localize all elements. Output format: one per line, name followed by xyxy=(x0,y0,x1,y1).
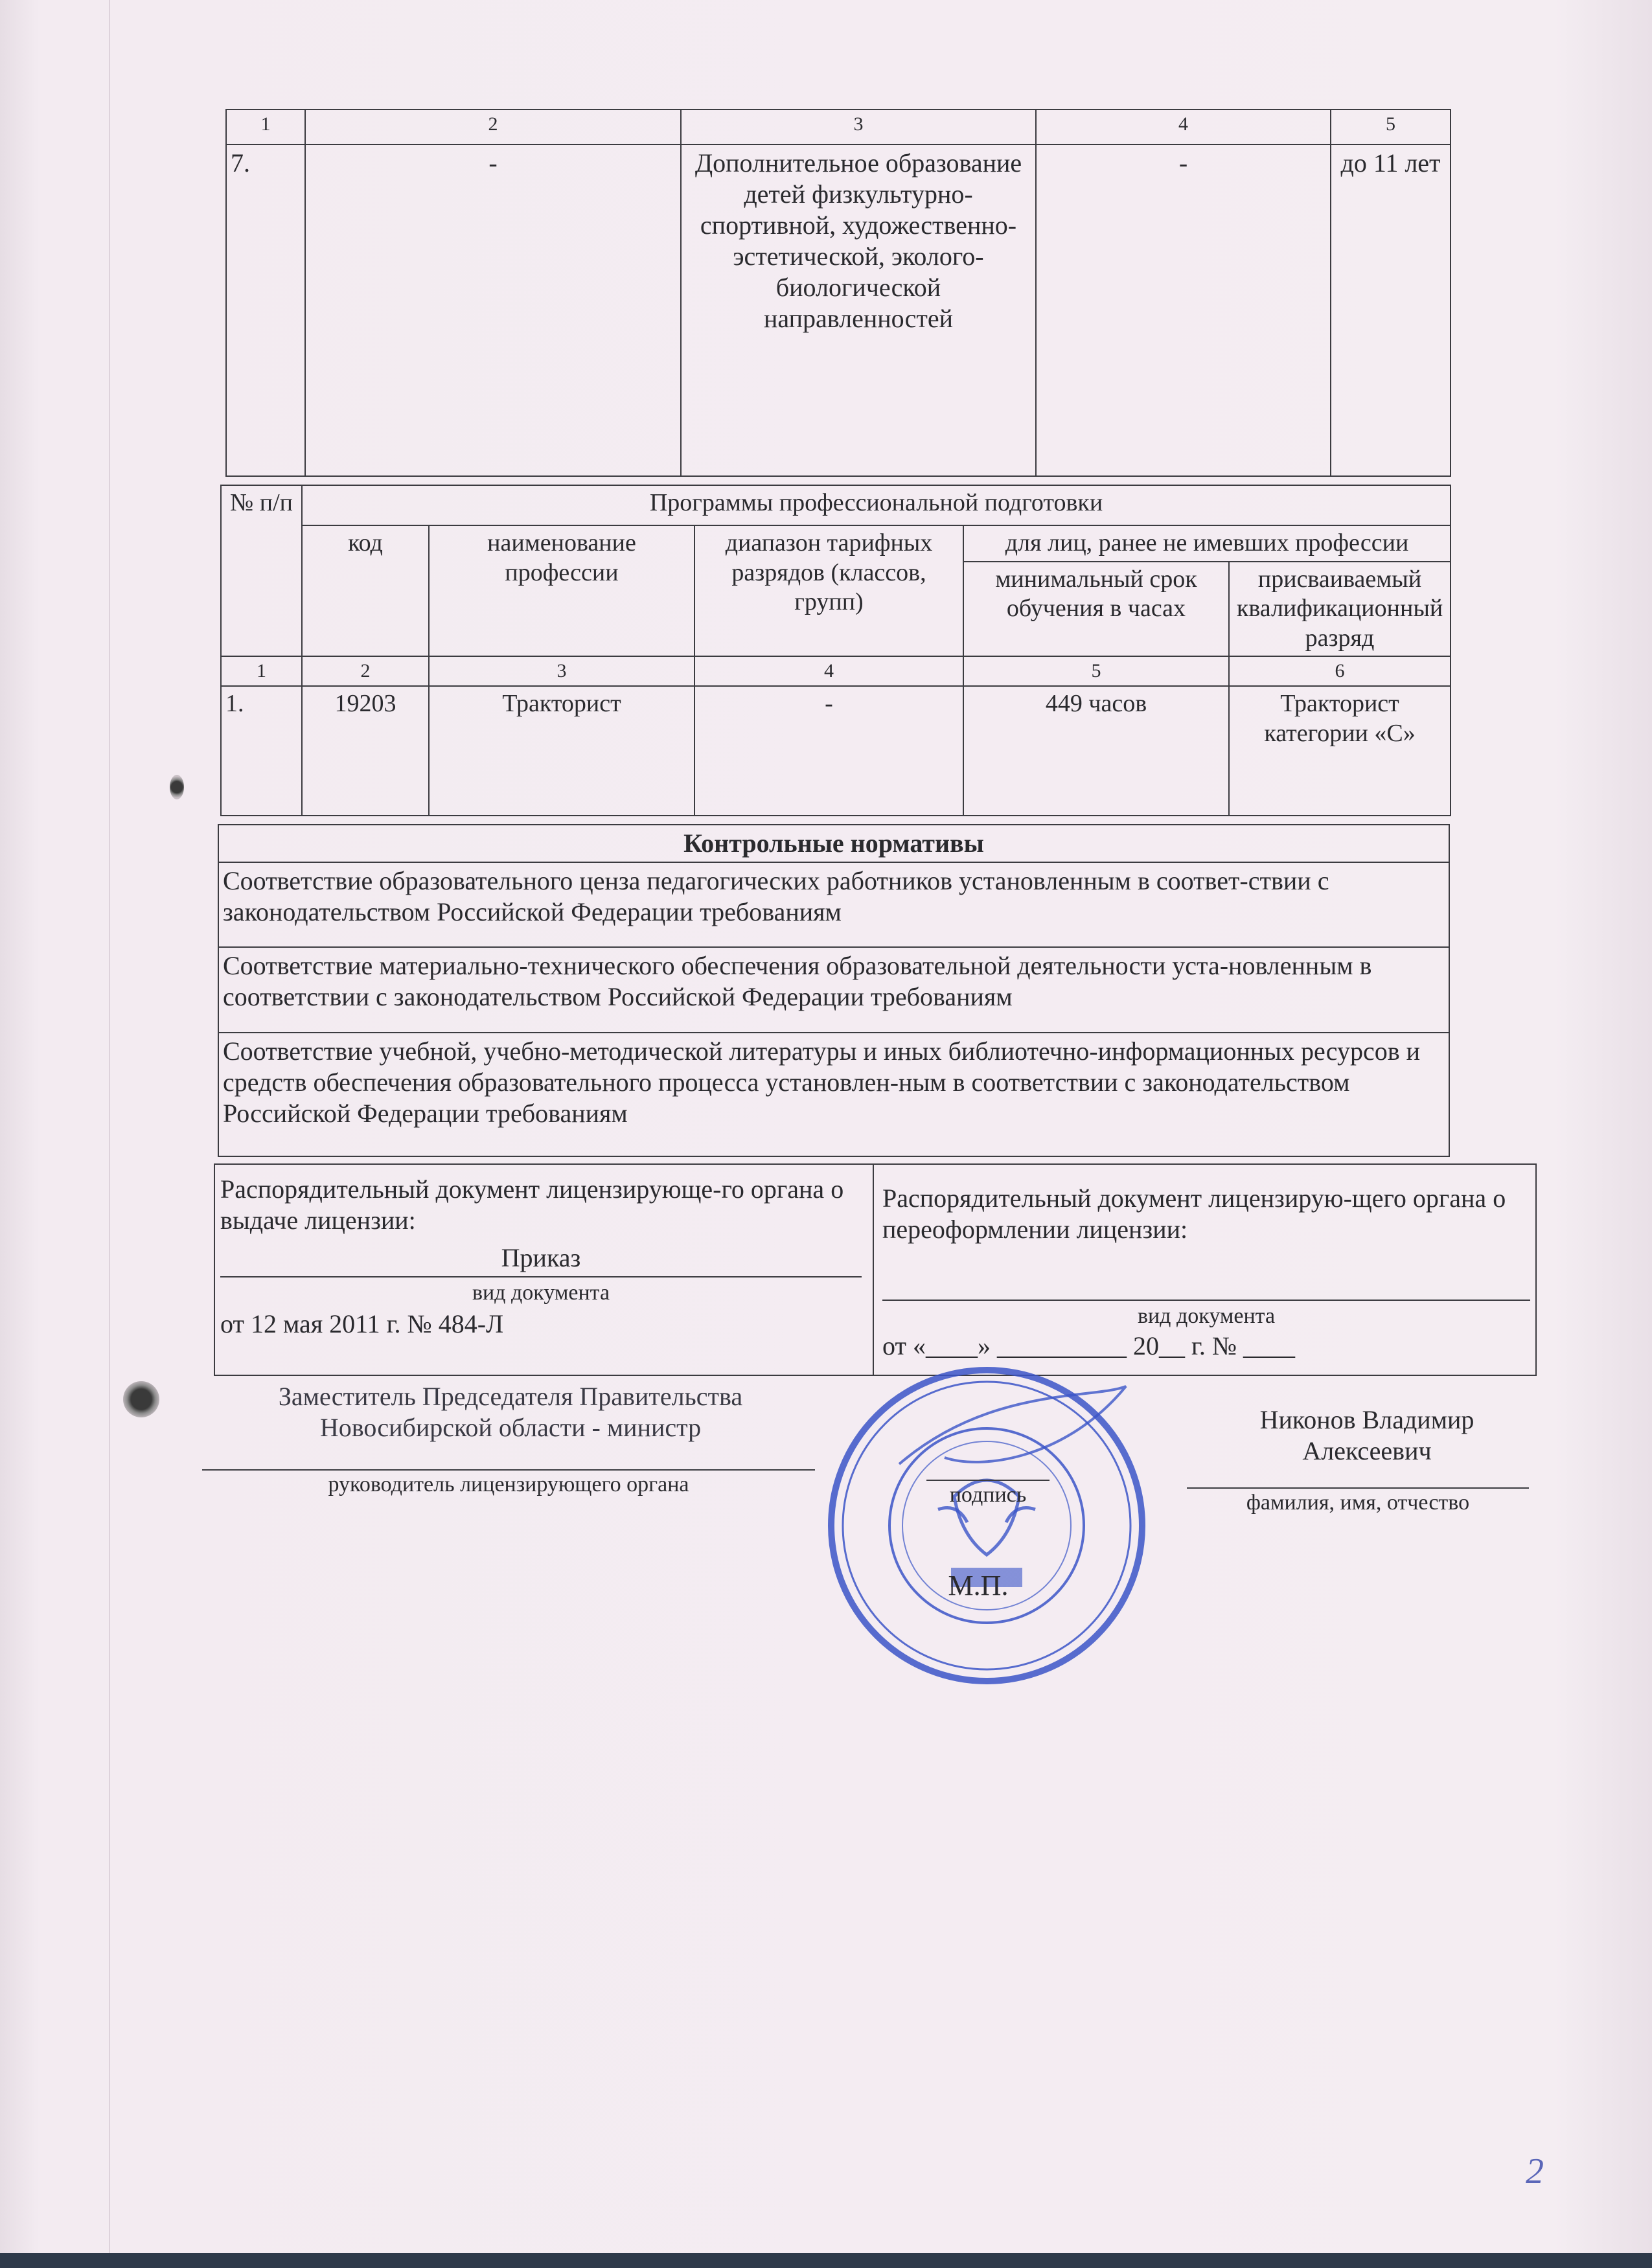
orders-divider xyxy=(873,1165,874,1375)
professional-training-table xyxy=(220,485,1450,816)
signature-caption: подпись xyxy=(949,1483,1027,1507)
name-caption: фамилия, имя, отчество xyxy=(1246,1491,1470,1515)
fold-line xyxy=(109,0,110,2268)
orders-box xyxy=(214,1163,1537,1376)
signatory-position: Заместитель Председателя Правительства Новосибирской области - министр xyxy=(278,1382,743,1442)
program-table-general xyxy=(225,109,1450,477)
header-assigned-rank: присваиваемый квалификационный разряд xyxy=(1229,562,1451,657)
issue-order-line xyxy=(220,1276,862,1277)
rank-range: - xyxy=(694,686,963,816)
training-hours: 449 часов xyxy=(963,686,1229,816)
header-program-group: Программы профессиональной подготовки xyxy=(302,485,1451,525)
col-num: 5 xyxy=(1331,109,1451,144)
signature-line xyxy=(926,1480,1050,1481)
header-profession: наименование профессии xyxy=(429,525,694,656)
position-caption: руководитель лицензирующего органа xyxy=(328,1472,689,1496)
page-number: 2 xyxy=(1526,2151,1544,2192)
reissue-order-line xyxy=(882,1300,1530,1301)
col-num: 3 xyxy=(429,656,694,686)
header-min-hours: минимальный срок обучения в часах xyxy=(963,562,1229,657)
name-line xyxy=(1187,1487,1529,1489)
row-number: 7. xyxy=(226,144,305,476)
control-norm-item: Соответствие материально-технического обеспечения образовательной деятельности уста-новленным в соответствии с законодательством Российской Федерации требованиям xyxy=(218,947,1449,1032)
issue-order-date: от 12 мая 2011 г. № 484-Л xyxy=(220,1309,504,1338)
age-limit: до 11 лет xyxy=(1331,144,1451,476)
issue-order-caption: вид документа xyxy=(472,1281,610,1305)
col-num: 2 xyxy=(302,656,429,686)
punch-hole-top xyxy=(170,775,184,799)
reissue-order-date: от «____» __________ 20__ г. № ____ xyxy=(882,1331,1296,1360)
position-line xyxy=(202,1469,815,1471)
col-num: 1 xyxy=(226,109,305,144)
col-num: 4 xyxy=(1036,109,1331,144)
header-code: код xyxy=(302,525,429,656)
scan-bottom-edge xyxy=(0,2253,1652,2268)
header-rank-range: диапазон тарифных разрядов (классов, групп) xyxy=(694,525,963,656)
control-norm-item: Соответствие учебной, учебно-методической литературы и иных библиотечно-информационных ресурсов и средств обеспечения образовательного процесса установлен-ным в соответствии с законодательством Российской Федерации требованиям xyxy=(218,1033,1449,1156)
reissue-order-title: Распорядительный документ лицензирую-щего органа о переоформлении лицензии: xyxy=(882,1184,1506,1244)
col-num: 6 xyxy=(1229,656,1451,686)
reissue-order-caption: вид документа xyxy=(1137,1304,1276,1328)
cell: - xyxy=(305,144,681,476)
control-norms-table xyxy=(218,824,1450,1157)
col-num: 2 xyxy=(305,109,681,144)
signatory-name: Никонов Владимир Алексеевич xyxy=(1259,1405,1474,1465)
issue-order-title: Распорядительный документ лицензирующе-го органа о выдаче лицензии: xyxy=(220,1174,844,1235)
header-for-new: для лиц, ранее не имевших профессии xyxy=(963,525,1451,562)
control-norms-title: Контрольные нормативы xyxy=(218,825,1449,862)
col-num: 1 xyxy=(221,656,302,686)
seal-caption: М.П. xyxy=(948,1570,1009,1601)
punch-hole-bottom xyxy=(123,1381,159,1417)
header-row-number: № п/п xyxy=(221,485,302,656)
assigned-rank: Тракторист категории «С» xyxy=(1229,686,1451,816)
cell: - xyxy=(1036,144,1331,476)
profession-name: Тракторист xyxy=(429,686,694,816)
row-number: 1. xyxy=(221,686,302,816)
col-num: 4 xyxy=(694,656,963,686)
col-num: 3 xyxy=(681,109,1036,144)
col-num: 5 xyxy=(963,656,1229,686)
issue-order-type: Приказ xyxy=(501,1243,581,1272)
official-seal-icon xyxy=(821,1360,1152,1691)
program-description: Дополнительное образование детей физкультурно-спортивной, художественно-эстетической, эколого-биологической направленностей xyxy=(681,144,1036,476)
control-norm-item: Соответствие образовательного ценза педагогических работников установленным в соответ-ствии с законодательством Российской Федерации требованиям xyxy=(218,862,1449,947)
profession-code: 19203 xyxy=(302,686,429,816)
